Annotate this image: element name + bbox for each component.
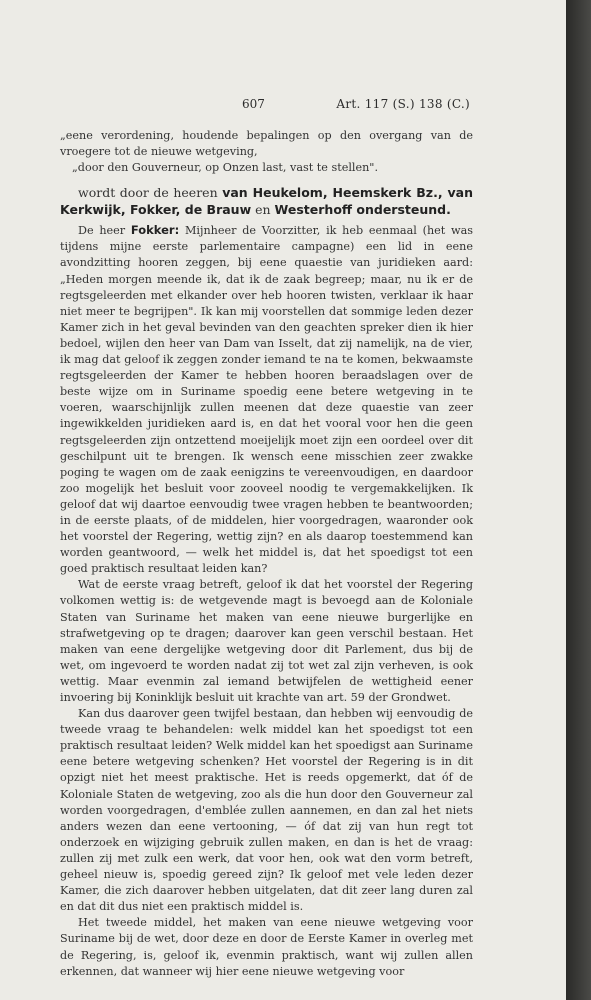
speaker-name: Fokker: (130, 223, 180, 238)
motion-connector: en (255, 202, 271, 218)
motion-support-line (60, 184, 473, 218)
quoted-article-line: „eene verordening, houdende bepalingen op den overgang van de vroegere tot de nieuwe wetgeving, (60, 129, 473, 159)
speech-intro: De heer (78, 224, 126, 238)
book-edge-shadow (566, 0, 591, 1000)
speech (60, 222, 473, 979)
page-number: 607 (242, 97, 265, 111)
supporters-names: van Heukelom, Heemskerk Bz., van Kerkwijk, Fokker, de Brauw (60, 185, 473, 218)
speech-paragraph (60, 222, 473, 577)
speech-paragraph: Het tweede middel, het maken van eene nieuwe wetgeving voor Suriname bij de wet, door deze en door de Eerste Kamer in overleg met de Regering, is, geloof ik, evenmin praktisch, want wij zullen allen erkennen, dat wanneer wij hier eene nieuwe wetgeving voor (60, 916, 473, 978)
page-header (60, 97, 470, 115)
speech-paragraph: Wat de eerste vraag betreft, geloof ik dat het voorstel der Regering volkomen wettig is: de wetgevende magt is bevoegd aan de Koloniale Staten van Suriname het maken van eene nieuwe burgerlijke en strafwetgeving op te dragen; daarover kan geen verschil bestaan. Het maken van eene dergelijke wetgeving door dit Parlement, dus bij de wet, om ingevoerd te worden nadat zij tot wet zal zijn verheven, is ook wettig. Maar evenmin zal iemand betwijfelen de wettigheid eener invoering bij Koninklijk besluit uit krachte van art. 59 der Grondwet. (60, 578, 473, 704)
motion-prefix: wordt door de heeren (78, 185, 218, 201)
speech-text: Mijnheer de Voorzitter, ik heb eenmaal (het was tijdens mijne eerste parlementaire campagne) een lid in eene avondzitting hooren zeggen, bij eene quaestie van juridieken aard: „Heden morgen meende ik, dat ik de zaak begreep; maar, nu ik er de regtsgeleerden met elkander over heb hooren twisten, verklaar ik haar niet meer te begrijpen". Ik kan mij voorstellen dat sommige leden dezer Kamer zich in het geval bevinden van den geachten spreker dien ik hier bedoel, wijlen den heer van Dam van Isselt, dat zij namelijk, na de vier, ik mag dat geloof ik zeggen zonder iemand te na te komen, bekwaamste regtsgeleerden der Kamer te hebben hooren beraadslagen over de beste wijze om in Suriname spoedig eene betere wetgeving in te voeren, waarschijnlijk zullen meenen dat deze quaestie van zeer ingewikkelden juridieken aard is, en dat het vooral voor hen die geen regtsgeleerden zijn ontzettend moeijelijk moet zijn een oordeel over dit geschilpunt uit te brengen. Ik wensch eene misschien zeer zwakke poging te wagen om de zaak eenigzins te vereenvoudigen, en daardoor zoo mogelijk het besluit voor zooveel noodig te vergemakkelijken. Ik geloof dat wij daartoe eenvoudig twee vragen hebben te beantwoorden; in de eerste plaats, of de middelen, hier voorgedragen, waaronder ook het voorstel der Regering, wettig zijn? en als daarop toestemmend kan worden geantwoord, — welk het middel is, dat het spoedigst tot een goed praktisch resultaat leiden kan? (60, 224, 473, 576)
quoted-article-line: „door den Gouverneur, op Onzen last, vast te stellen". (72, 161, 379, 175)
speech-paragraph: Kan dus daarover geen twijfel bestaan, dan hebben wij eenvoudig de tweede vraag te behandelen: welk middel kan het spoedigst tot een praktisch resultaat leiden? Welk middel kan het spoedigst aan Suriname eene betere wetgeving schenken? Het voorstel der Regering is in dit opzigt niet het meest praktische. Het is reeds opgemerkt, dat óf de Koloniale Staten de wetgeving, zoo als die hun door den Gouverneur zal worden voorgedragen, d'emblée zullen aannemen, en dan zal het niets anders wezen dan eene vertooning, — óf dat zij van hun regt tot onderzoek en wijziging gebruik zullen maken, en dan is het de vraag: zullen zij met zulk een werk, dat voor hen, ook wat den vorm betreft, geheel nieuw is, spoedig gereed zijn? Ik geloof met vele leden dezer Kamer, die zich daarover hebben uitgelaten, dat dit zeer lang duren zal en dat dit dus niet een praktisch middel is. (60, 707, 473, 914)
supporters-names-last: Westerhoff ondersteund. (274, 202, 451, 218)
running-head: Art. 117 (S.) 138 (C.) (336, 97, 470, 111)
page-body (60, 128, 473, 980)
